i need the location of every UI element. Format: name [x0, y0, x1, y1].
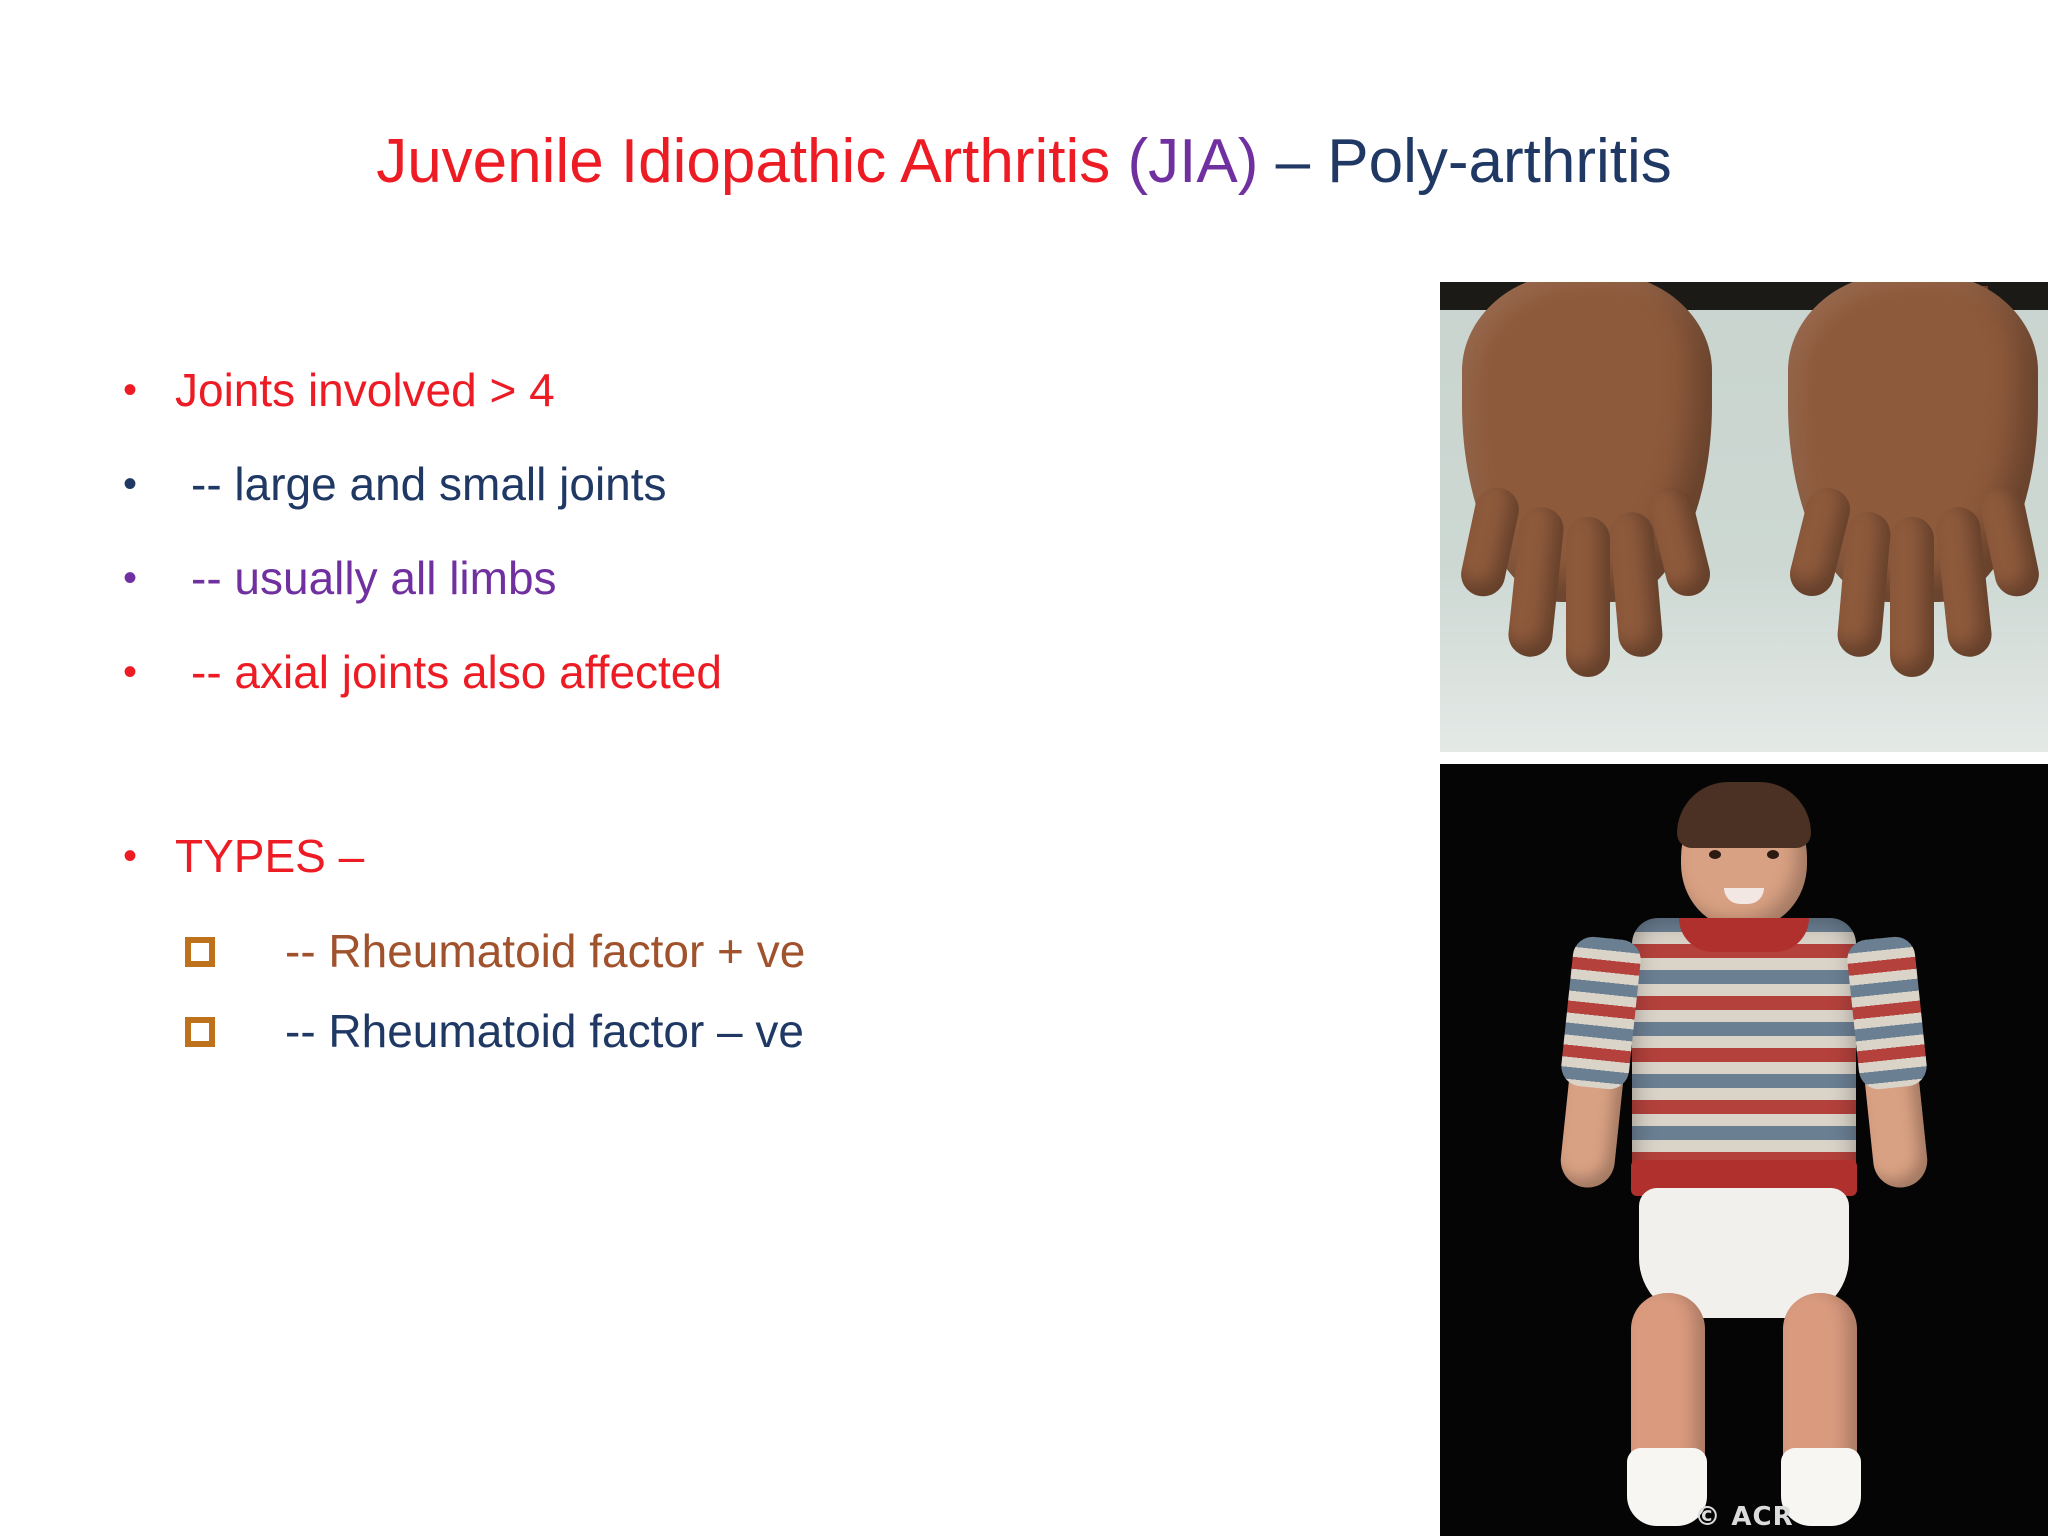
child-shirt — [1632, 918, 1856, 1188]
list-item-label: -- axial joints also affected — [191, 646, 722, 698]
bullet-dot-icon: • — [123, 834, 138, 878]
list-item — [105, 454, 1405, 514]
title-part-purple: (JIA) — [1127, 127, 1259, 196]
square-bullet-icon — [185, 920, 285, 982]
bullet-list — [105, 360, 1405, 1080]
title-part-navy: – Poly-arthritis — [1258, 127, 1672, 196]
bullet-dot-icon: • — [123, 556, 138, 600]
child-right-sleeve — [1845, 935, 1928, 1091]
list-item — [105, 548, 1405, 608]
bullet-dot-icon: • — [123, 650, 138, 694]
right-hand — [1788, 282, 2038, 602]
list-item-label: -- usually all limbs — [191, 552, 557, 604]
left-hand — [1462, 282, 1712, 602]
hands-photo — [1440, 282, 2048, 752]
list-item-label: TYPES – — [175, 830, 365, 882]
square-bullet-icon — [185, 1000, 285, 1062]
photo-credit: © ACR — [1694, 1502, 1794, 1532]
list-item-label: -- large and small joints — [191, 458, 667, 510]
list-item — [105, 1000, 1405, 1062]
child-left-sleeve — [1559, 935, 1642, 1091]
child-photo — [1440, 764, 2048, 1536]
page-title — [0, 128, 2048, 196]
bullet-dot-icon: • — [123, 368, 138, 412]
bullet-dot-icon: • — [123, 462, 138, 506]
list-item — [105, 920, 1405, 982]
list-item — [105, 826, 1405, 886]
spacer — [105, 736, 1405, 826]
child-figure — [1579, 788, 1909, 1518]
child-hair — [1677, 782, 1811, 848]
title-part-red: Juvenile Idiopathic Arthritis — [376, 127, 1128, 196]
image-column — [1440, 282, 2048, 1536]
list-item-label: Joints involved > 4 — [175, 364, 555, 416]
list-item-label: -- Rheumatoid factor – ve — [285, 1005, 805, 1057]
list-item — [105, 642, 1405, 702]
list-item-label: -- Rheumatoid factor + ve — [285, 925, 806, 977]
list-item — [105, 360, 1405, 420]
